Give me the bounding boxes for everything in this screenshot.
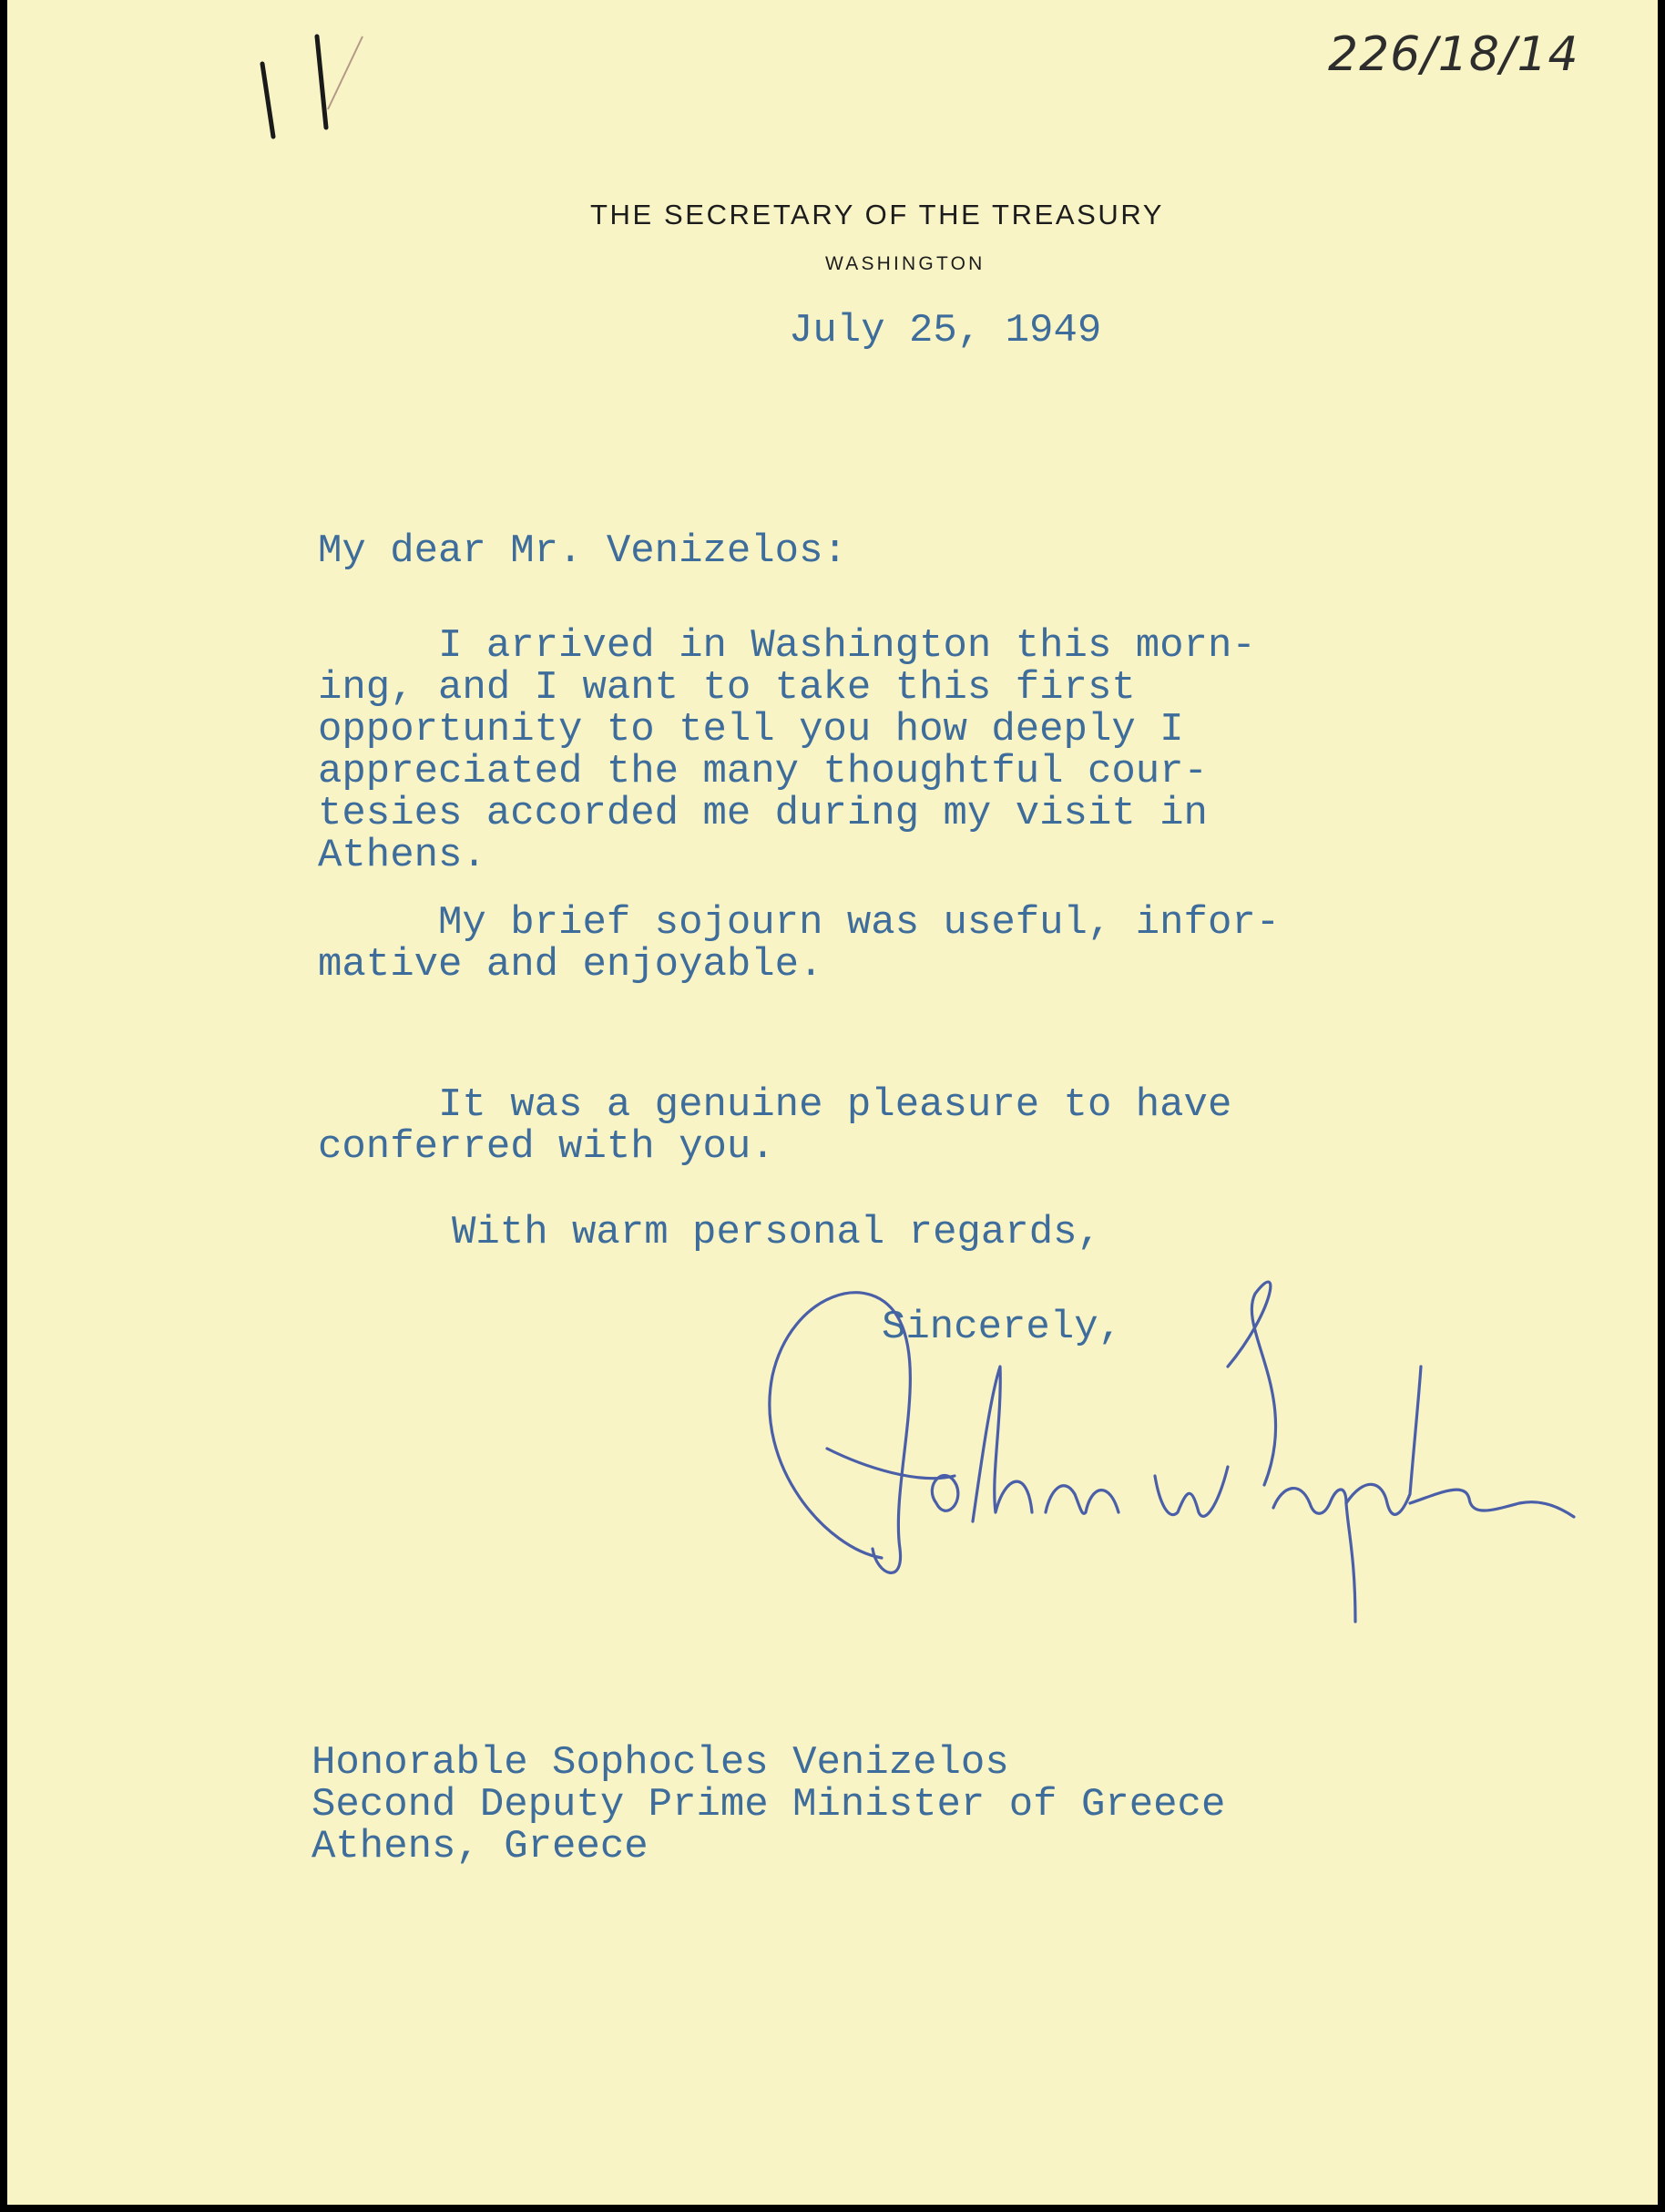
- recipient-address: Honorable Sophocles Venizelos Second Deputy Prime Minister of Greece Athens, Greece: [312, 1740, 1226, 1869]
- letterhead-title: THE SECRETARY OF THE TREASURY: [590, 199, 1165, 230]
- letterhead-subtitle: WASHINGTON: [825, 253, 986, 274]
- paragraph-3: It was a genuine pleasure to have conferred with you.: [318, 1082, 1232, 1170]
- salutation: My dear Mr. Venizelos:: [318, 528, 847, 574]
- letter-date: July 25, 1949: [789, 308, 1102, 353]
- pencil-tick-marks: [244, 18, 372, 146]
- paragraph-2: My brief sojourn was useful, infor- mative and enjoyable.: [318, 900, 1281, 988]
- letter-sheet: [7, 0, 1658, 2205]
- signature: [718, 1257, 1592, 1640]
- closing: Sincerely,: [882, 1305, 1123, 1350]
- closing-line: With warm personal regards,: [452, 1210, 1101, 1255]
- archive-number: 226/18/14: [1328, 27, 1579, 82]
- paragraph-1: I arrived in Washington this morn- ing, and I want to take this first opportunity to tell you how deeply I appreciated the many thoughtful cour- tesies accorded me during my visit in Athens.: [318, 623, 1256, 878]
